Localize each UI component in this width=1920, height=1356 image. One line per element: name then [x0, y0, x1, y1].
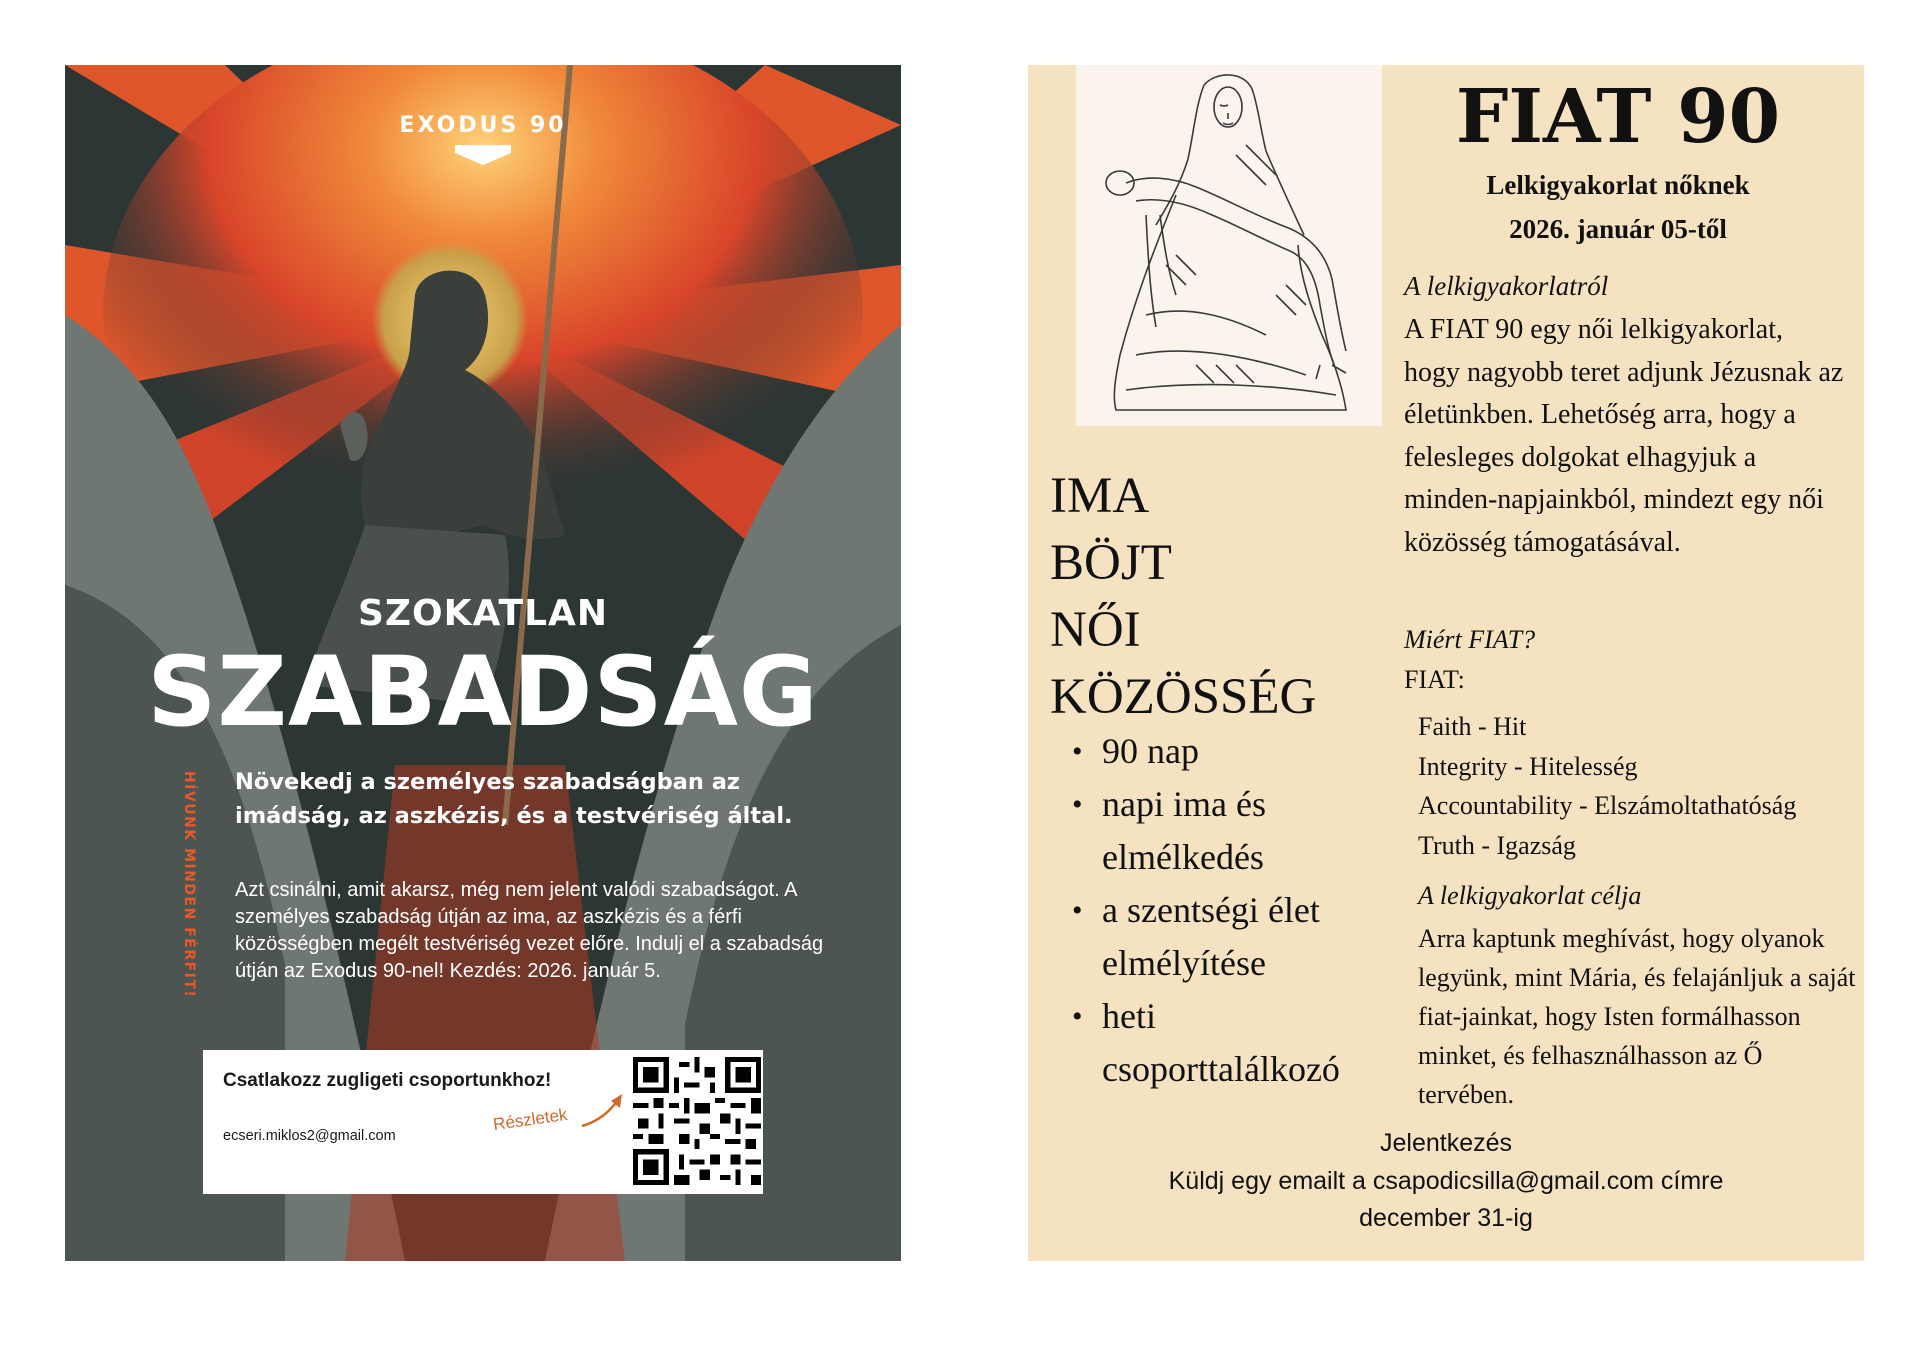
qr-code-icon[interactable]	[633, 1057, 761, 1185]
exodus-poster	[65, 65, 901, 1261]
contact-email[interactable]: ecseri.miklos2@gmail.com	[223, 1128, 396, 1144]
poster-kicker: SZOKATLAN	[357, 593, 609, 634]
pillar-item: KÖZÖSSÉG	[1050, 669, 1317, 725]
about-text: A FIAT 90 egy női lelkigyakorlat, hogy nagyobb teret adjunk Jézusnak az életünkben. Lehetőség arra, hogy a felesleges dolgokat elhagyjuk a minden-napjainkból, mindezt egy női közösség támogatásával.	[1404, 314, 1844, 558]
pillars-list	[1050, 463, 1316, 731]
list-item: • a szentségi élet elmélyítése	[1072, 884, 1392, 990]
list-item: • 90 nap	[1072, 725, 1392, 778]
list-item: Accountability - Elszámoltathatóság	[1418, 791, 1797, 820]
exodus-logo-chevron-icon	[455, 145, 511, 165]
goal-heading: A lelkigyakorlat célja	[1418, 881, 1642, 910]
goal-text: Arra kaptunk meghívást, hogy olyanok legyünk, mint Mária, és felajánljuk a saját fiat-jainkat, hogy Isten formálhasson minket, és felhasználhasson az Ő tervében.	[1418, 924, 1856, 1109]
list-item: Faith - Hit	[1418, 712, 1527, 741]
fiat-acronym-list	[1418, 707, 1796, 865]
exodus-logo-text: EXODUS 90	[399, 113, 567, 138]
signup-heading: Jelentkezés	[1379, 1129, 1513, 1157]
fiat-subtitle-line2: 2026. január 05-től	[1509, 214, 1727, 244]
poster-body: Azt csinálni, amit akarsz, még nem jelent valódi szabadságot. A személyes szabadság útján az ima, az aszkézis és a férfi közösségben megélt testvériség vezet előre. Indulj el a szabadság útján az Exodus 90-nel! Kezdés: 2026. január 5.	[235, 879, 824, 982]
fiat-poster	[1028, 65, 1864, 1261]
list-item: • napi ima és elmélkedés	[1072, 778, 1392, 884]
details-label: Részletek	[491, 1104, 569, 1135]
program-bullets	[1072, 725, 1392, 1096]
fiat-acronym-label: FIAT:	[1404, 665, 1465, 694]
fiat-subtitle	[1408, 163, 1828, 251]
list-item: Truth - Igazság	[1418, 830, 1576, 860]
poster-headline: Növekedj a személyes szabadságban az imádság, az aszkézis, és a testvériség által.	[235, 769, 793, 829]
pillar-item: BÖJT	[1050, 535, 1172, 591]
poster-title: SZABADSÁG	[147, 636, 819, 748]
list-item: Integrity - Hitelesség	[1418, 751, 1638, 781]
pieta-illustration	[1076, 65, 1382, 426]
signup-section	[1028, 1125, 1864, 1238]
signup-deadline: december 31-ig	[1359, 1204, 1533, 1232]
fiat-title: FIAT 90	[1455, 74, 1781, 160]
join-title: Csatlakozz zugligeti csoportunkhoz!	[223, 1070, 552, 1091]
list-item: • heti csoporttalálkozó	[1072, 990, 1392, 1096]
side-invitation-text: HÍVUNK MINDEN FÉRFIT!	[181, 771, 197, 999]
why-heading: Miért FIAT?	[1404, 625, 1536, 654]
fiat-subtitle-line1: Lelkigyakorlat nőknek	[1486, 170, 1750, 200]
arrow-icon	[578, 1092, 628, 1132]
pillar-item: IMA	[1050, 468, 1150, 524]
about-heading: A lelkigyakorlatról	[1404, 271, 1609, 301]
signup-email-line[interactable]: Küldj egy emailt a csapodicsilla@gmail.com címre	[1168, 1166, 1724, 1195]
join-box	[203, 1050, 763, 1194]
pillar-item: NŐI	[1050, 602, 1141, 658]
